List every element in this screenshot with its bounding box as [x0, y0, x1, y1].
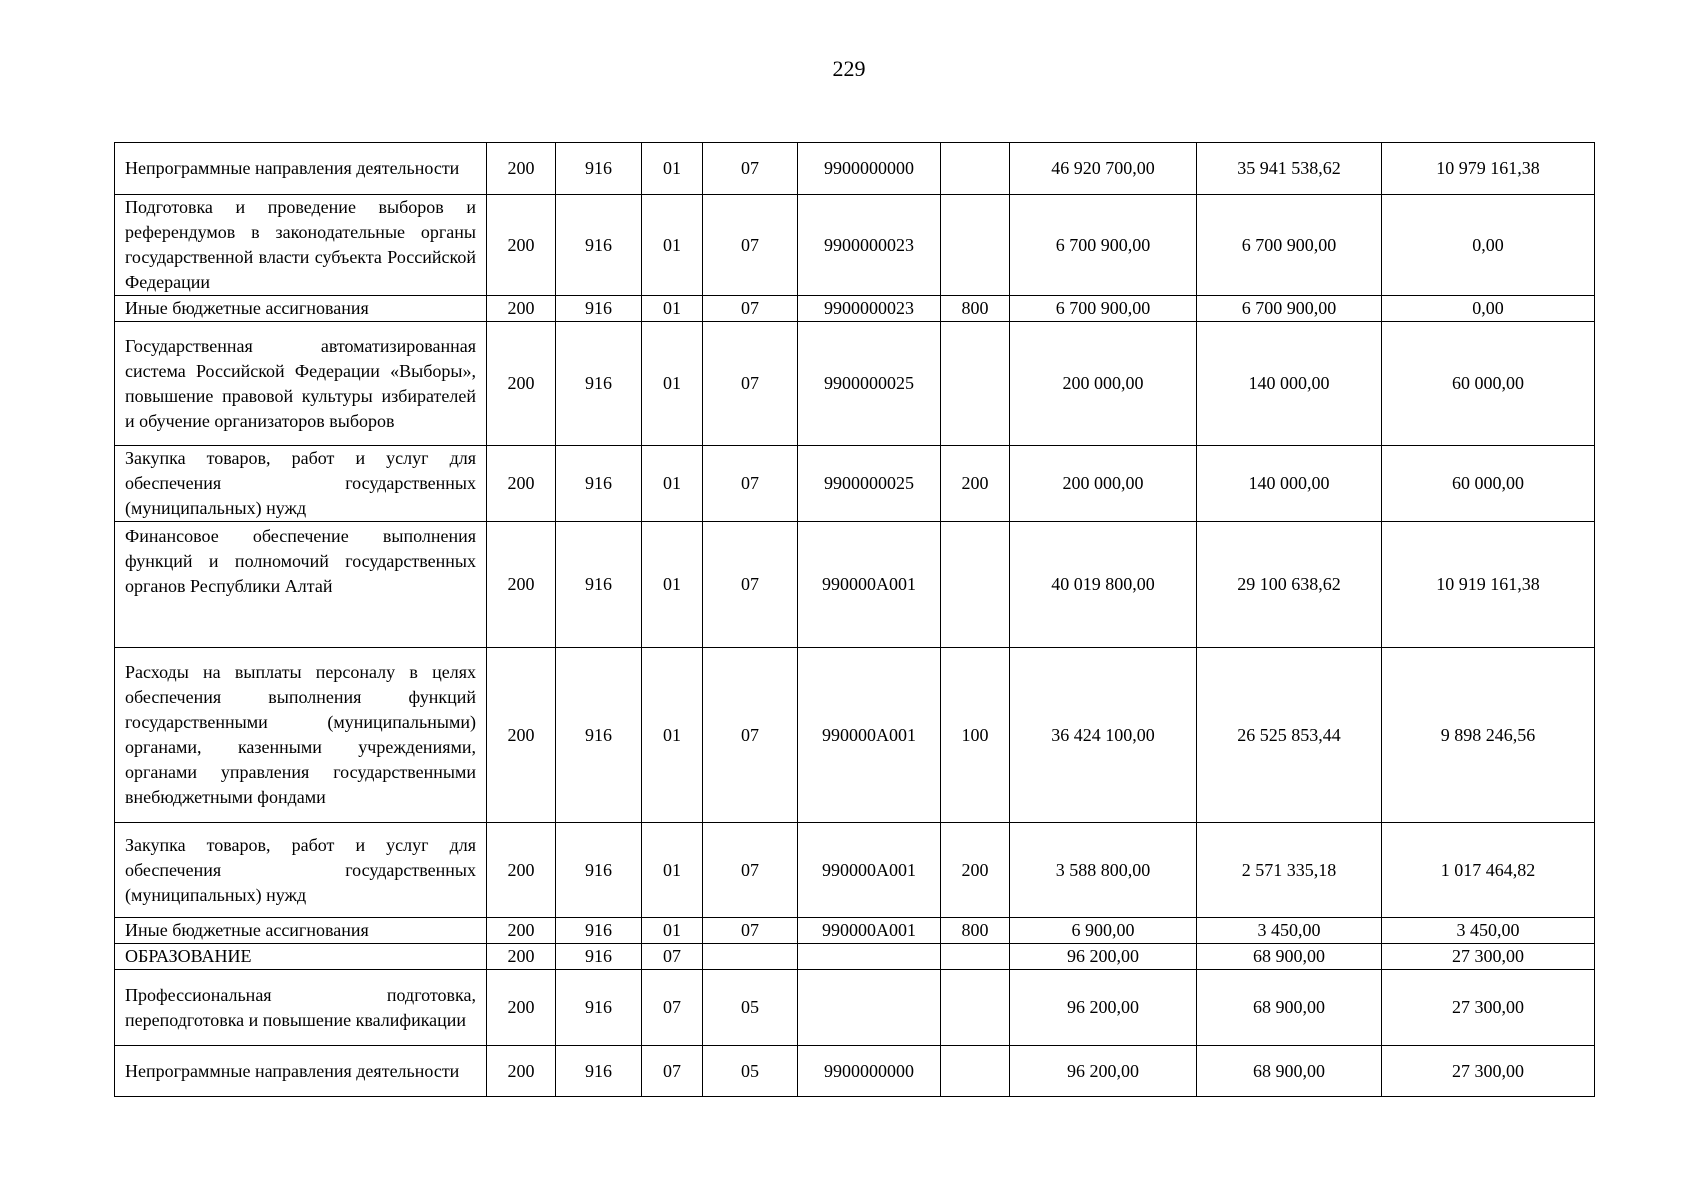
row-col-b-cell: 916 [556, 970, 642, 1046]
row-col-h-cell: 68 900,00 [1197, 944, 1382, 970]
row-col-i-cell: 10 919 161,38 [1382, 522, 1595, 648]
row-col-g-cell: 3 588 800,00 [1010, 823, 1197, 918]
row-col-h-cell: 68 900,00 [1197, 970, 1382, 1046]
row-col-d-cell: 07 [703, 918, 798, 944]
row-col-g-cell: 96 200,00 [1010, 1046, 1197, 1097]
row-col-a-cell: 200 [487, 1046, 556, 1097]
row-col-h-cell: 29 100 638,62 [1197, 522, 1382, 648]
row-col-f-cell: 800 [941, 296, 1010, 322]
row-name-cell: Закупка товаров, работ и услуг для обеспечения государственных (муниципальных) нужд [115, 823, 487, 918]
row-col-c-cell: 01 [642, 195, 703, 296]
row-col-d-cell: 07 [703, 296, 798, 322]
row-col-e-cell [798, 970, 941, 1046]
row-col-b-cell: 916 [556, 648, 642, 823]
row-col-c-cell: 01 [642, 823, 703, 918]
row-col-c-cell: 01 [642, 143, 703, 195]
row-col-d-cell: 07 [703, 143, 798, 195]
row-col-g-cell: 36 424 100,00 [1010, 648, 1197, 823]
row-col-c-cell: 07 [642, 1046, 703, 1097]
row-col-a-cell: 200 [487, 143, 556, 195]
row-col-b-cell: 916 [556, 944, 642, 970]
table-row [115, 918, 1595, 944]
row-col-c-cell: 07 [642, 944, 703, 970]
row-col-d-cell [703, 944, 798, 970]
row-col-e-cell: 9900000023 [798, 195, 941, 296]
row-col-a-cell: 200 [487, 296, 556, 322]
row-col-f-cell [941, 322, 1010, 446]
row-col-a-cell: 200 [487, 918, 556, 944]
row-name-cell: Иные бюджетные ассигнования [115, 296, 487, 322]
row-col-g-cell: 96 200,00 [1010, 970, 1197, 1046]
table-row [115, 446, 1595, 522]
table-row [115, 322, 1595, 446]
row-col-h-cell: 3 450,00 [1197, 918, 1382, 944]
row-col-h-cell: 35 941 538,62 [1197, 143, 1382, 195]
row-name-cell: Государственная автоматизированная система Российской Федерации «Выборы», повышение правовой культуры избирателей и обучение организаторов выборов [115, 322, 487, 446]
row-name-cell: Непрограммные направления деятельности [115, 1046, 487, 1097]
table-row [115, 648, 1595, 823]
row-name-cell: Расходы на выплаты персоналу в целях обеспечения выполнения функций государственными (муниципальными) органами, казенными учреждениями, органами управления государственными внебюджетными фондами [115, 648, 487, 823]
row-col-e-cell: 990000A001 [798, 918, 941, 944]
row-name-cell: Иные бюджетные ассигнования [115, 918, 487, 944]
row-col-d-cell: 07 [703, 322, 798, 446]
row-col-g-cell: 200 000,00 [1010, 446, 1197, 522]
table-row [115, 143, 1595, 195]
row-col-c-cell: 01 [642, 522, 703, 648]
row-col-c-cell: 07 [642, 970, 703, 1046]
row-col-a-cell: 200 [487, 823, 556, 918]
row-col-i-cell: 0,00 [1382, 296, 1595, 322]
row-col-f-cell: 100 [941, 648, 1010, 823]
row-col-e-cell: 990000A001 [798, 648, 941, 823]
row-col-e-cell: 990000A001 [798, 823, 941, 918]
row-col-d-cell: 05 [703, 1046, 798, 1097]
row-col-i-cell: 60 000,00 [1382, 446, 1595, 522]
row-col-a-cell: 200 [487, 446, 556, 522]
table-body [115, 143, 1595, 1097]
row-col-b-cell: 916 [556, 322, 642, 446]
row-col-b-cell: 916 [556, 918, 642, 944]
row-name-cell: Подготовка и проведение выборов и референдумов в законодательные органы государственной власти субъекта Российской Федерации [115, 195, 487, 296]
row-col-f-cell [941, 522, 1010, 648]
row-col-d-cell: 05 [703, 970, 798, 1046]
row-col-d-cell: 07 [703, 823, 798, 918]
row-col-c-cell: 01 [642, 322, 703, 446]
row-col-c-cell: 01 [642, 918, 703, 944]
table-row [115, 195, 1595, 296]
row-col-d-cell: 07 [703, 195, 798, 296]
budget-table [114, 142, 1595, 1097]
row-col-h-cell: 6 700 900,00 [1197, 296, 1382, 322]
row-col-f-cell: 200 [941, 446, 1010, 522]
row-col-f-cell: 200 [941, 823, 1010, 918]
row-col-b-cell: 916 [556, 823, 642, 918]
row-col-a-cell: 200 [487, 195, 556, 296]
row-col-h-cell: 140 000,00 [1197, 322, 1382, 446]
row-col-e-cell: 990000A001 [798, 522, 941, 648]
row-col-b-cell: 916 [556, 1046, 642, 1097]
table-row [115, 522, 1595, 648]
table-row [115, 1046, 1595, 1097]
row-name-cell: ОБРАЗОВАНИЕ [115, 944, 487, 970]
row-col-i-cell: 0,00 [1382, 195, 1595, 296]
row-col-i-cell: 10 979 161,38 [1382, 143, 1595, 195]
row-col-h-cell: 2 571 335,18 [1197, 823, 1382, 918]
row-col-g-cell: 6 900,00 [1010, 918, 1197, 944]
page-number: 229 [832, 56, 866, 81]
row-col-a-cell: 200 [487, 970, 556, 1046]
row-col-i-cell: 27 300,00 [1382, 970, 1595, 1046]
row-col-b-cell: 916 [556, 143, 642, 195]
row-col-e-cell: 9900000025 [798, 446, 941, 522]
row-col-g-cell: 96 200,00 [1010, 944, 1197, 970]
row-col-h-cell: 140 000,00 [1197, 446, 1382, 522]
row-name-cell: Финансовое обеспечение выполнения функций и полномочий государственных органов Республики Алтай [115, 522, 487, 648]
row-col-c-cell: 01 [642, 446, 703, 522]
row-col-c-cell: 01 [642, 296, 703, 322]
row-col-i-cell: 3 450,00 [1382, 918, 1595, 944]
row-col-b-cell: 916 [556, 195, 642, 296]
row-col-b-cell: 916 [556, 522, 642, 648]
row-name-cell: Закупка товаров, работ и услуг для обеспечения государственных (муниципальных) нужд [115, 446, 487, 522]
row-name-cell: Непрограммные направления деятельности [115, 143, 487, 195]
row-col-f-cell [941, 143, 1010, 195]
table-row [115, 970, 1595, 1046]
row-col-g-cell: 200 000,00 [1010, 322, 1197, 446]
row-col-e-cell: 9900000025 [798, 322, 941, 446]
row-col-b-cell: 916 [556, 296, 642, 322]
row-col-e-cell [798, 944, 941, 970]
row-col-f-cell [941, 970, 1010, 1046]
row-col-h-cell: 26 525 853,44 [1197, 648, 1382, 823]
row-col-i-cell: 9 898 246,56 [1382, 648, 1595, 823]
row-col-a-cell: 200 [487, 322, 556, 446]
row-col-i-cell: 1 017 464,82 [1382, 823, 1595, 918]
table-row [115, 823, 1595, 918]
table-row [115, 944, 1595, 970]
row-col-h-cell: 68 900,00 [1197, 1046, 1382, 1097]
row-col-g-cell: 6 700 900,00 [1010, 296, 1197, 322]
row-col-b-cell: 916 [556, 446, 642, 522]
row-col-g-cell: 46 920 700,00 [1010, 143, 1197, 195]
row-col-f-cell [941, 1046, 1010, 1097]
row-col-e-cell: 9900000000 [798, 143, 941, 195]
row-col-g-cell: 40 019 800,00 [1010, 522, 1197, 648]
row-col-a-cell: 200 [487, 522, 556, 648]
row-col-i-cell: 27 300,00 [1382, 944, 1595, 970]
row-col-f-cell [941, 195, 1010, 296]
row-col-a-cell: 200 [487, 944, 556, 970]
row-col-e-cell: 9900000023 [798, 296, 941, 322]
row-col-f-cell [941, 944, 1010, 970]
row-col-f-cell: 800 [941, 918, 1010, 944]
row-col-a-cell: 200 [487, 648, 556, 823]
row-col-d-cell: 07 [703, 648, 798, 823]
row-col-g-cell: 6 700 900,00 [1010, 195, 1197, 296]
row-col-d-cell: 07 [703, 522, 798, 648]
row-col-i-cell: 60 000,00 [1382, 322, 1595, 446]
row-col-i-cell: 27 300,00 [1382, 1046, 1595, 1097]
row-col-e-cell: 9900000000 [798, 1046, 941, 1097]
row-name-cell: Профессиональная подготовка, переподготовка и повышение квалификации [115, 970, 487, 1046]
row-col-c-cell: 01 [642, 648, 703, 823]
table-row [115, 296, 1595, 322]
row-col-h-cell: 6 700 900,00 [1197, 195, 1382, 296]
row-col-d-cell: 07 [703, 446, 798, 522]
